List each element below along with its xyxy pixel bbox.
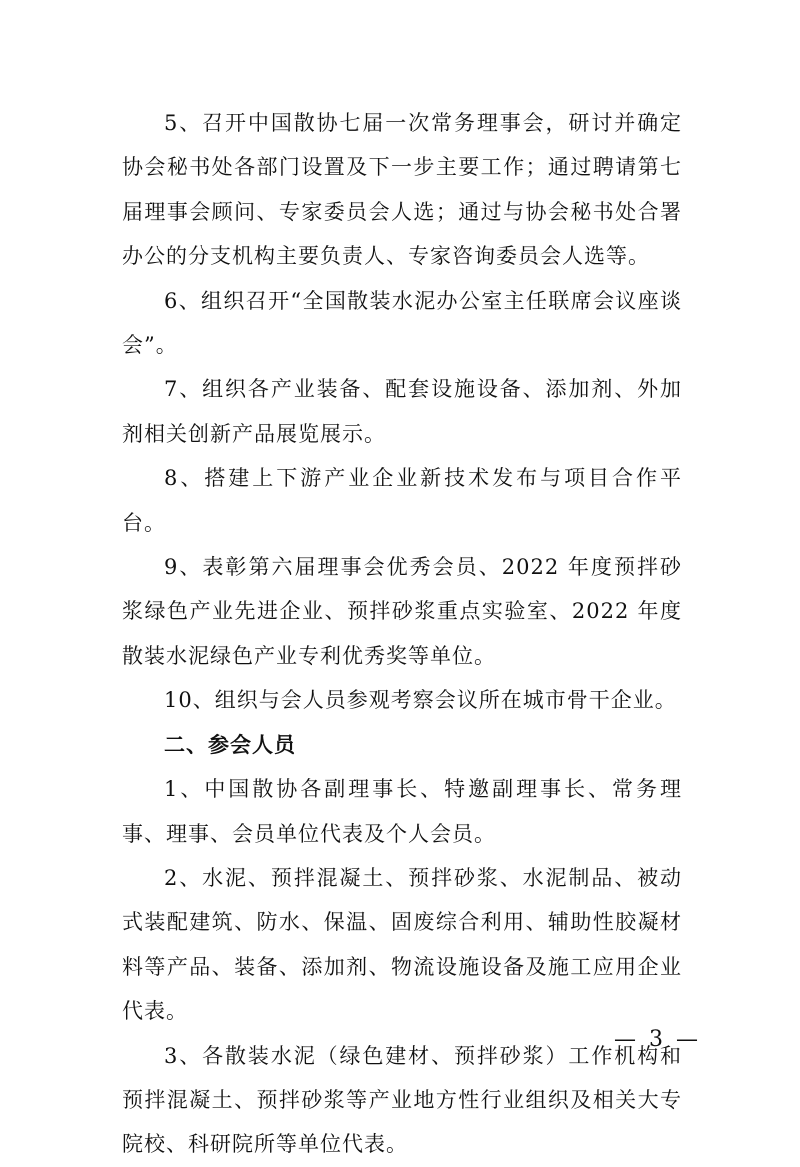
section-heading-attendees: 二、参会人员: [164, 732, 296, 757]
page-number: — 3 —: [614, 1027, 701, 1052]
attendee-item-3-paragraph: 3、各散装水泥（绿色建材、预拌砂浆）工作机构和预拌混凝土、预拌砂浆等产业地方性行业组织及相关大专院校、科研院所等单位代表。: [122, 1043, 682, 1157]
document-body: [122, 101, 682, 1167]
item-10-paragraph: 10、组织与会人员参观考察会议所在城市骨干企业。: [164, 688, 677, 713]
item-6-paragraph: 6、组织召开“全国散装水泥办公室主任联席会议座谈会”。: [122, 288, 682, 358]
item-9-paragraph: 9、表彰第六届理事会优秀会员、2022 年度预拌砂浆绿色产业先进企业、预拌砂浆重点实验室、2022 年度散装水泥绿色产业专利优秀奖等单位。: [122, 555, 682, 668]
attendee-item-2-paragraph: 2、水泥、预拌混凝土、预拌砂浆、水泥制品、被动式装配建筑、防水、保温、固废综合利用、辅助性胶凝材料等产品、装备、添加剂、物流设施设备及施工应用企业代表。: [122, 865, 682, 1024]
item-5-paragraph: 5、召开中国散协七届一次常务理事会，研讨并确定协会秘书处各部门设置及下一步主要工作；通过聘请第七届理事会顾问、专家委员会人选；通过与协会秘书处合署办公的分支机构主要负责人、专家咨询委员会人选等。: [122, 111, 682, 269]
item-8-paragraph: 8、搭建上下游产业企业新技术发布与项目合作平台。: [122, 466, 682, 535]
attendee-item-1-paragraph: 1、中国散协各副理事长、特邀副理事长、常务理事、理事、会员单位代表及个人会员。: [122, 777, 682, 846]
item-7-paragraph: 7、组织各产业装备、配套设施设备、添加剂、外加剂相关创新产品展览展示。: [122, 377, 682, 446]
